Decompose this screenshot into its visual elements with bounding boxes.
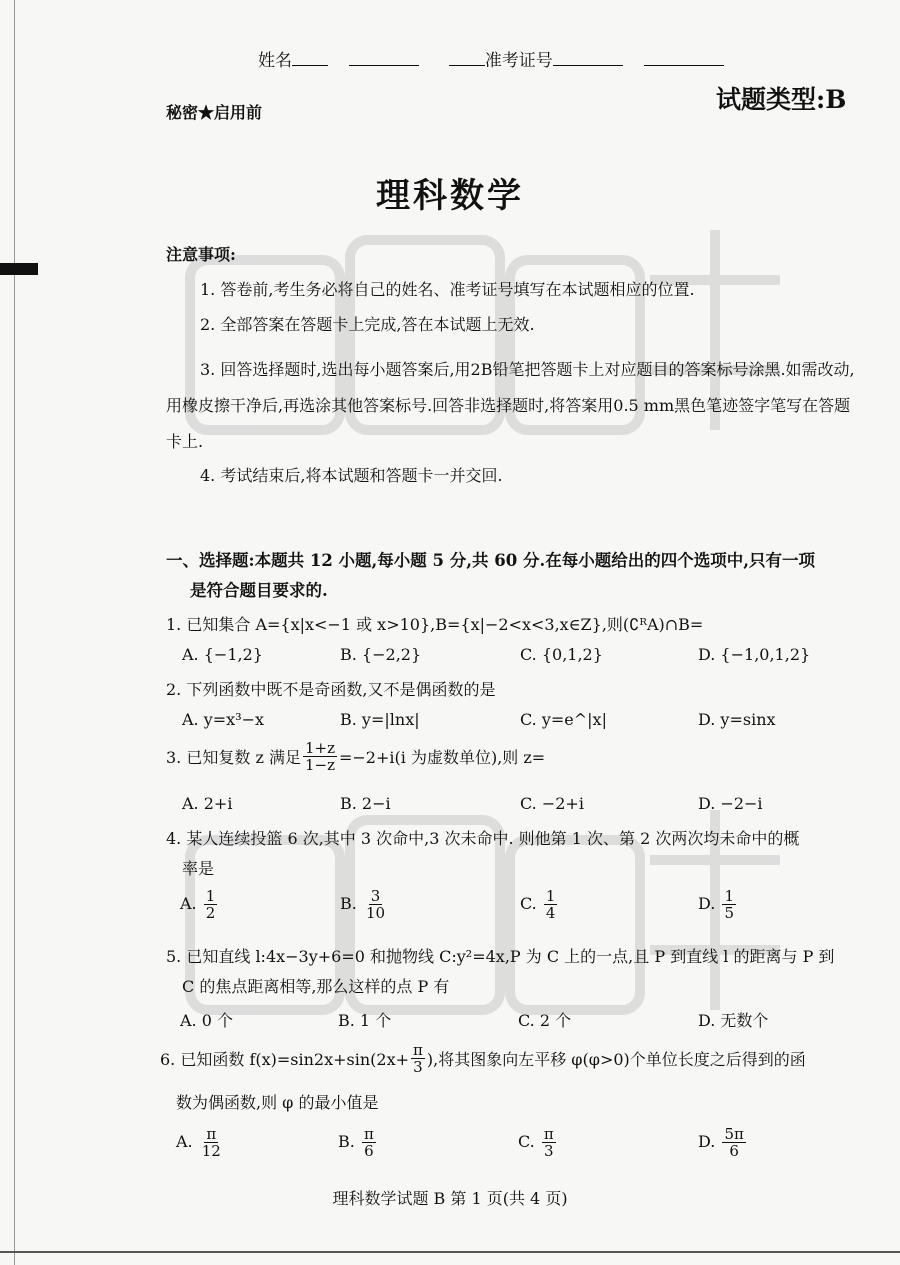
- secret-label: 秘密★启用前: [166, 103, 263, 122]
- question-6-option-b: [338, 1126, 378, 1159]
- question-3-frac-num: 1+z: [304, 739, 335, 757]
- candidate-info-line: [258, 46, 724, 71]
- exam-no-blank-3: [644, 49, 724, 66]
- frac-den: 6: [364, 1142, 374, 1160]
- paper-type: 试题类型:B: [716, 85, 847, 114]
- question-1-option-c: C. {0,1,2}: [520, 645, 603, 664]
- question-1-option-d: D. {−1,0,1,2}: [698, 645, 811, 664]
- question-6-frac-num: π: [413, 1041, 423, 1059]
- exam-no-label: 准考证号: [484, 51, 553, 71]
- section-heading-line-2: 是符合题目要求的.: [190, 581, 328, 600]
- question-2-option-a: A. y=x³−x: [182, 710, 265, 729]
- frac-num: 1: [724, 887, 734, 905]
- name-blank-2: [349, 49, 419, 66]
- question-3-fraction: [303, 740, 337, 773]
- question-6-option-a: [176, 1126, 225, 1159]
- exam-no-blank-2: [553, 49, 623, 66]
- question-5-option-b: B. 1 个: [338, 1011, 392, 1030]
- option-label: A.: [176, 1132, 193, 1151]
- question-2-stem: 2. 下列函数中既不是奇函数,又不是偶函数的是: [166, 680, 496, 699]
- question-2-option-d: D. y=sinx: [698, 710, 776, 729]
- question-4-stem-line-2: 率是: [182, 859, 215, 878]
- scan-registration-mark: [0, 263, 38, 275]
- frac-den: 4: [545, 904, 556, 922]
- question-3-option-b: B. 2−i: [340, 794, 391, 813]
- question-5-option-a: A. 0 个: [180, 1011, 233, 1030]
- option-label: D.: [698, 1132, 716, 1151]
- frac-den: 10: [365, 904, 386, 922]
- frac-den: 6: [729, 1142, 739, 1160]
- option-label: D.: [698, 894, 716, 913]
- question-5-stem-line-2: C 的焦点距离相等,那么这样的点 P 有: [182, 977, 450, 996]
- question-6-option-c: [518, 1126, 558, 1159]
- question-6-stem-after: ),将其图象向左平移 φ(φ>0)个单位长度之后得到的函: [426, 1050, 806, 1069]
- notice-item-3: 3. 回答选择题时,选出每小题答案后,用2B铅笔把答题卡上对应题目的答案标号涂黑.如需改动,用橡皮擦干净后,再选涂其他答案标号.回答非选择题时,将答案用0.5 mm黑色笔迹签字笔写在答题卡上.: [166, 360, 855, 451]
- notice-heading: 注意事项:: [166, 245, 236, 264]
- frac-den: 5: [724, 904, 734, 922]
- option-label: C.: [520, 894, 537, 913]
- frac-num: 3: [370, 887, 381, 905]
- question-3-option-c: C. −2+i: [520, 794, 584, 813]
- name-blank-1: [292, 49, 328, 66]
- question-4-option-b: [340, 888, 389, 921]
- question-4-option-d: [698, 888, 738, 921]
- question-2-option-c: C. y=e^|x|: [520, 710, 607, 729]
- question-5-stem-line-1: 5. 已知直线 l:4x−3y+6=0 和抛物线 C:y²=4x,P 为 C 上的一点,且 P 到直线 l 的距离与 P 到: [166, 947, 835, 966]
- scan-bottom-edge: [0, 1251, 900, 1253]
- option-label: C.: [518, 1132, 535, 1151]
- question-6-option-d: [698, 1126, 748, 1159]
- frac-num: π: [363, 1125, 374, 1143]
- frac-num: 5π: [724, 1125, 744, 1143]
- question-6-frac-den: 3: [413, 1058, 423, 1076]
- question-6-stem-before: 6. 已知函数 f(x)=sin2x+sin(2x+: [160, 1050, 410, 1069]
- frac-den: 3: [544, 1142, 554, 1160]
- question-6-fraction: [411, 1042, 425, 1075]
- question-1-stem: 1. 已知集合 A={x|x<−1 或 x>10},B={x|−2<x<3,x∈Z},则(∁ᴿA)∩B=: [166, 615, 704, 634]
- notice-item-4: 4. 考试结束后,将本试题和答题卡一并交回.: [200, 466, 503, 485]
- question-1-option-b: B. {−2,2}: [340, 645, 422, 664]
- question-1-option-a: A. {−1,2}: [182, 645, 263, 664]
- name-label: 姓名: [258, 51, 292, 71]
- question-6-stem-line-2: 数为偶函数,则 φ 的最小值是: [176, 1093, 379, 1112]
- option-label: B.: [338, 1132, 355, 1151]
- section-heading: [166, 546, 866, 606]
- question-3-stem-after: =−2+i(i 为虚数单位),则 z=: [338, 748, 546, 767]
- page-title: 理科数学: [376, 176, 524, 216]
- question-4-option-a: [180, 888, 219, 921]
- question-3-frac-den: 1−z: [304, 756, 335, 774]
- exam-no-blank-1: [449, 49, 485, 66]
- question-5-option-c: C. 2 个: [518, 1011, 572, 1030]
- question-5-option-d: D. 无数个: [698, 1011, 769, 1030]
- question-3-stem-before: 3. 已知复数 z 满足: [166, 748, 301, 767]
- option-label: B.: [340, 894, 357, 913]
- question-3-stem: [166, 740, 545, 773]
- frac-den: 12: [201, 1142, 221, 1160]
- page-footer: 理科数学试题 B 第 1 页(共 4 页): [332, 1189, 568, 1208]
- question-3-option-d: D. −2−i: [698, 794, 763, 813]
- question-4-stem-line-1: 4. 某人连续投篮 6 次,其中 3 次命中,3 次未命中. 则他第 1 次、第 2 次两次均未命中的概: [166, 829, 800, 848]
- question-3-option-a: A. 2+i: [182, 794, 233, 813]
- section-heading-line-1: 一、选择题:本题共 12 小题,每小题 5 分,共 60 分.在每小题给出的四个选项中,只有一项: [166, 551, 815, 570]
- notice-item-2: 2. 全部答案在答题卡上完成,答在本试题上无效.: [200, 315, 535, 334]
- frac-num: 1: [545, 887, 556, 905]
- frac-num: 1: [205, 887, 216, 905]
- question-4-option-c: [520, 888, 559, 921]
- question-2-option-b: B. y=|lnx|: [340, 710, 420, 729]
- question-6-stem-line-1: [160, 1042, 806, 1075]
- option-label: A.: [180, 894, 197, 913]
- notice-item-1: 1. 答卷前,考生务必将自己的姓名、准考证号填写在本试题相应的位置.: [200, 280, 695, 299]
- frac-num: π: [206, 1125, 217, 1143]
- frac-num: π: [543, 1125, 554, 1143]
- frac-den: 2: [205, 904, 216, 922]
